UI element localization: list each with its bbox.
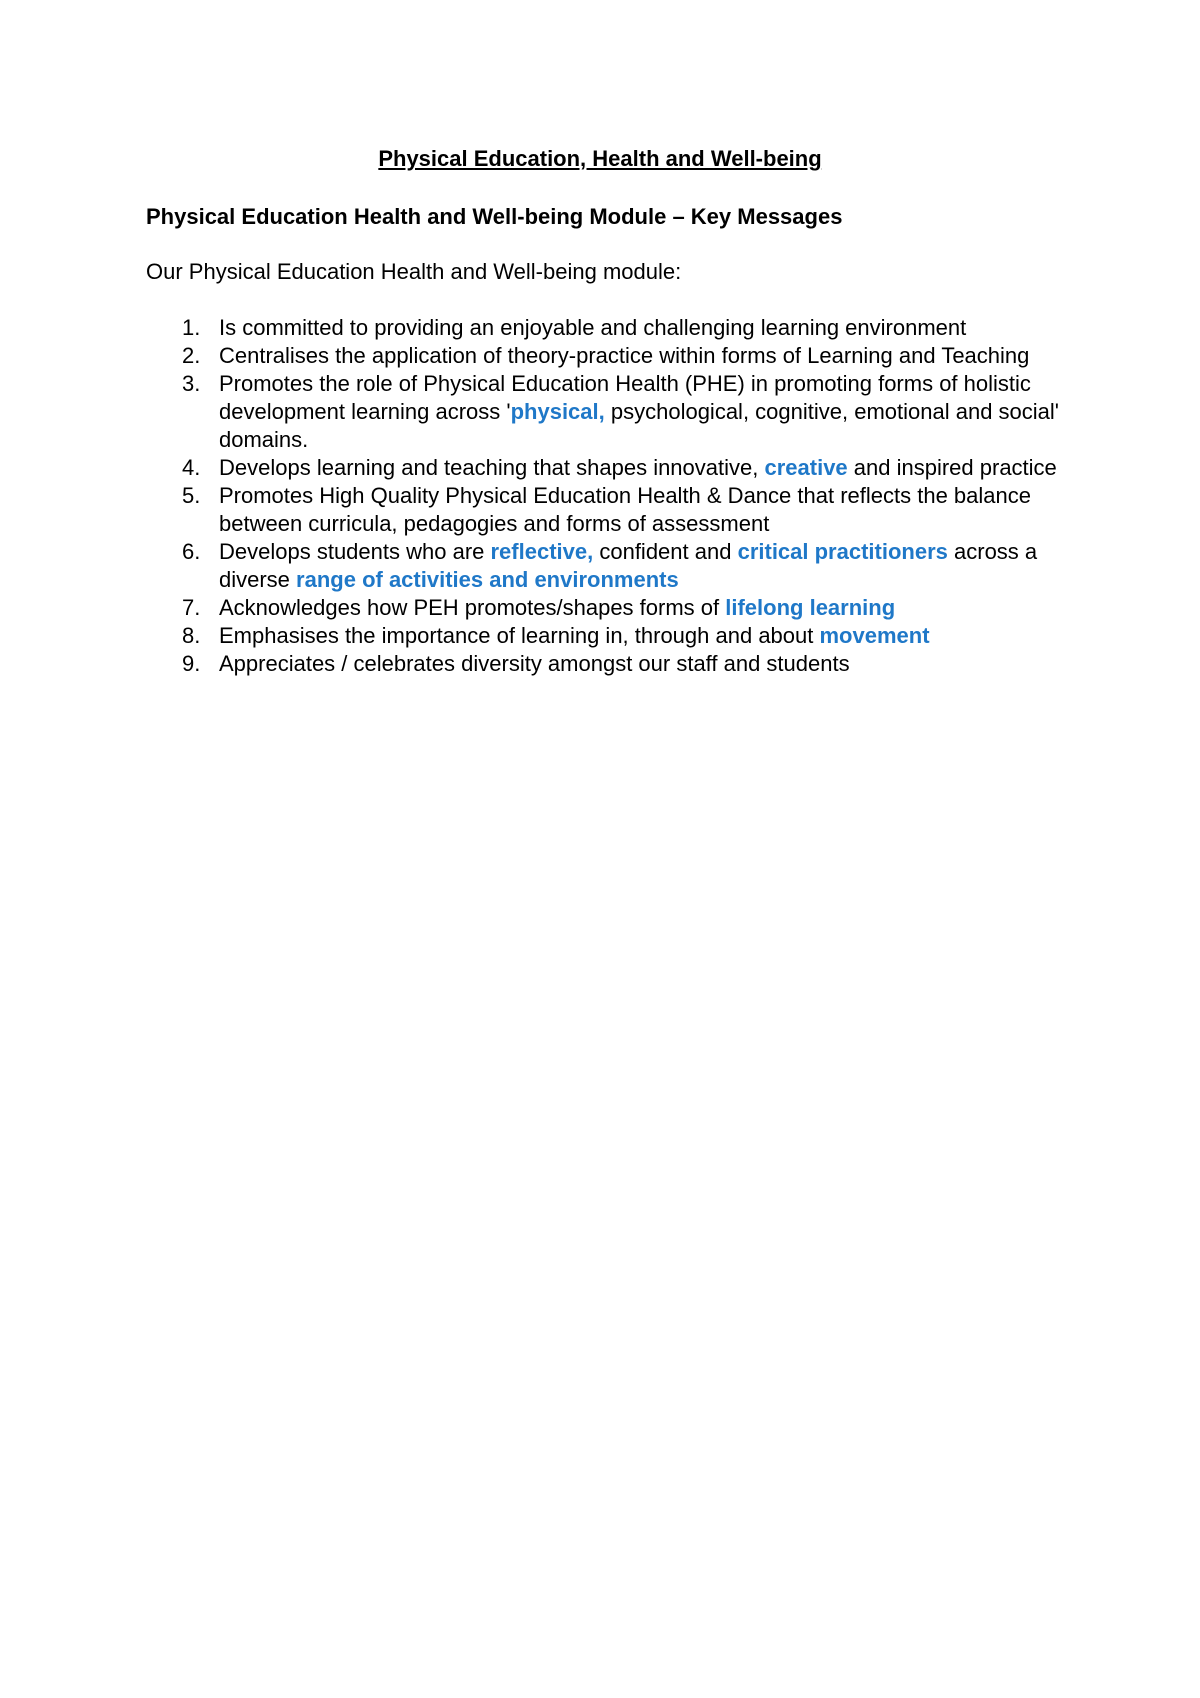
- list-item-number: 9.: [182, 651, 201, 676]
- list-item-text: [219, 539, 1037, 592]
- key-messages-list: [146, 314, 1066, 678]
- list-item-number: 8.: [182, 623, 201, 648]
- list-item-number: 2.: [182, 343, 201, 368]
- list-item-text: [219, 371, 1059, 452]
- text-run: Emphasises the importance of learning in, through and about: [219, 623, 820, 648]
- list-item: [146, 314, 1066, 342]
- list-item: [146, 594, 1066, 622]
- list-item-text: [219, 623, 930, 648]
- list-item: [146, 342, 1066, 370]
- text-run: Centralises the application of theory-practice within forms of Learning and Teaching: [219, 343, 1030, 368]
- list-item: [146, 454, 1066, 482]
- text-run: Appreciates / celebrates diversity amongst our staff and students: [219, 651, 850, 676]
- text-run: psychological, cognitive, emotional and social' domains.: [219, 399, 1059, 452]
- list-item-text: [219, 455, 1057, 480]
- list-item: [146, 370, 1066, 454]
- list-item-number: 3.: [182, 371, 201, 396]
- highlighted-term: range of activities and environments: [296, 567, 679, 592]
- list-item-number: 5.: [182, 483, 201, 508]
- list-item: [146, 622, 1066, 650]
- highlighted-term: movement: [819, 623, 930, 648]
- highlighted-term: critical practitioners: [737, 539, 948, 564]
- text-run: Develops learning and teaching that shapes innovative,: [219, 455, 765, 480]
- list-item-text: [219, 651, 850, 676]
- text-run: confident and: [593, 539, 738, 564]
- text-run: Acknowledges how PEH promotes/shapes forms of: [219, 595, 726, 620]
- highlighted-term: lifelong learning: [725, 595, 896, 620]
- list-item-number: 1.: [182, 315, 201, 340]
- text-run: across a diverse: [219, 539, 1038, 592]
- intro-text: Our Physical Education Health and Well-being module:: [146, 259, 682, 284]
- list-item-number: 6.: [182, 539, 201, 564]
- list-item-number: 4.: [182, 455, 201, 480]
- text-run: Is committed to providing an enjoyable and challenging learning environment: [219, 315, 967, 340]
- highlighted-term: physical,: [510, 399, 605, 424]
- text-run: Promotes High Quality Physical Education Health & Dance that reflects the balance between curricula, pedagogies and forms of assessment: [219, 483, 1031, 536]
- document-subtitle: Physical Education Health and Well-being Module – Key Messages: [146, 204, 843, 229]
- list-item-number: 7.: [182, 595, 201, 620]
- highlighted-term: reflective,: [490, 539, 594, 564]
- text-run: Develops students who are: [219, 539, 491, 564]
- text-run: and inspired practice: [847, 455, 1057, 480]
- list-item: [146, 482, 1066, 538]
- document-title: Physical Education, Health and Well-being: [378, 146, 822, 171]
- list-item: [146, 538, 1066, 594]
- list-item: [146, 650, 1066, 678]
- highlighted-term: creative: [764, 455, 848, 480]
- list-item-text: [219, 595, 895, 620]
- list-item-text: [219, 315, 966, 340]
- text-run: Promotes the role of Physical Education Health (PHE) in promoting forms of holistic development learning across ': [219, 371, 1031, 424]
- list-item-text: [219, 343, 1029, 368]
- list-item-text: [219, 483, 1031, 536]
